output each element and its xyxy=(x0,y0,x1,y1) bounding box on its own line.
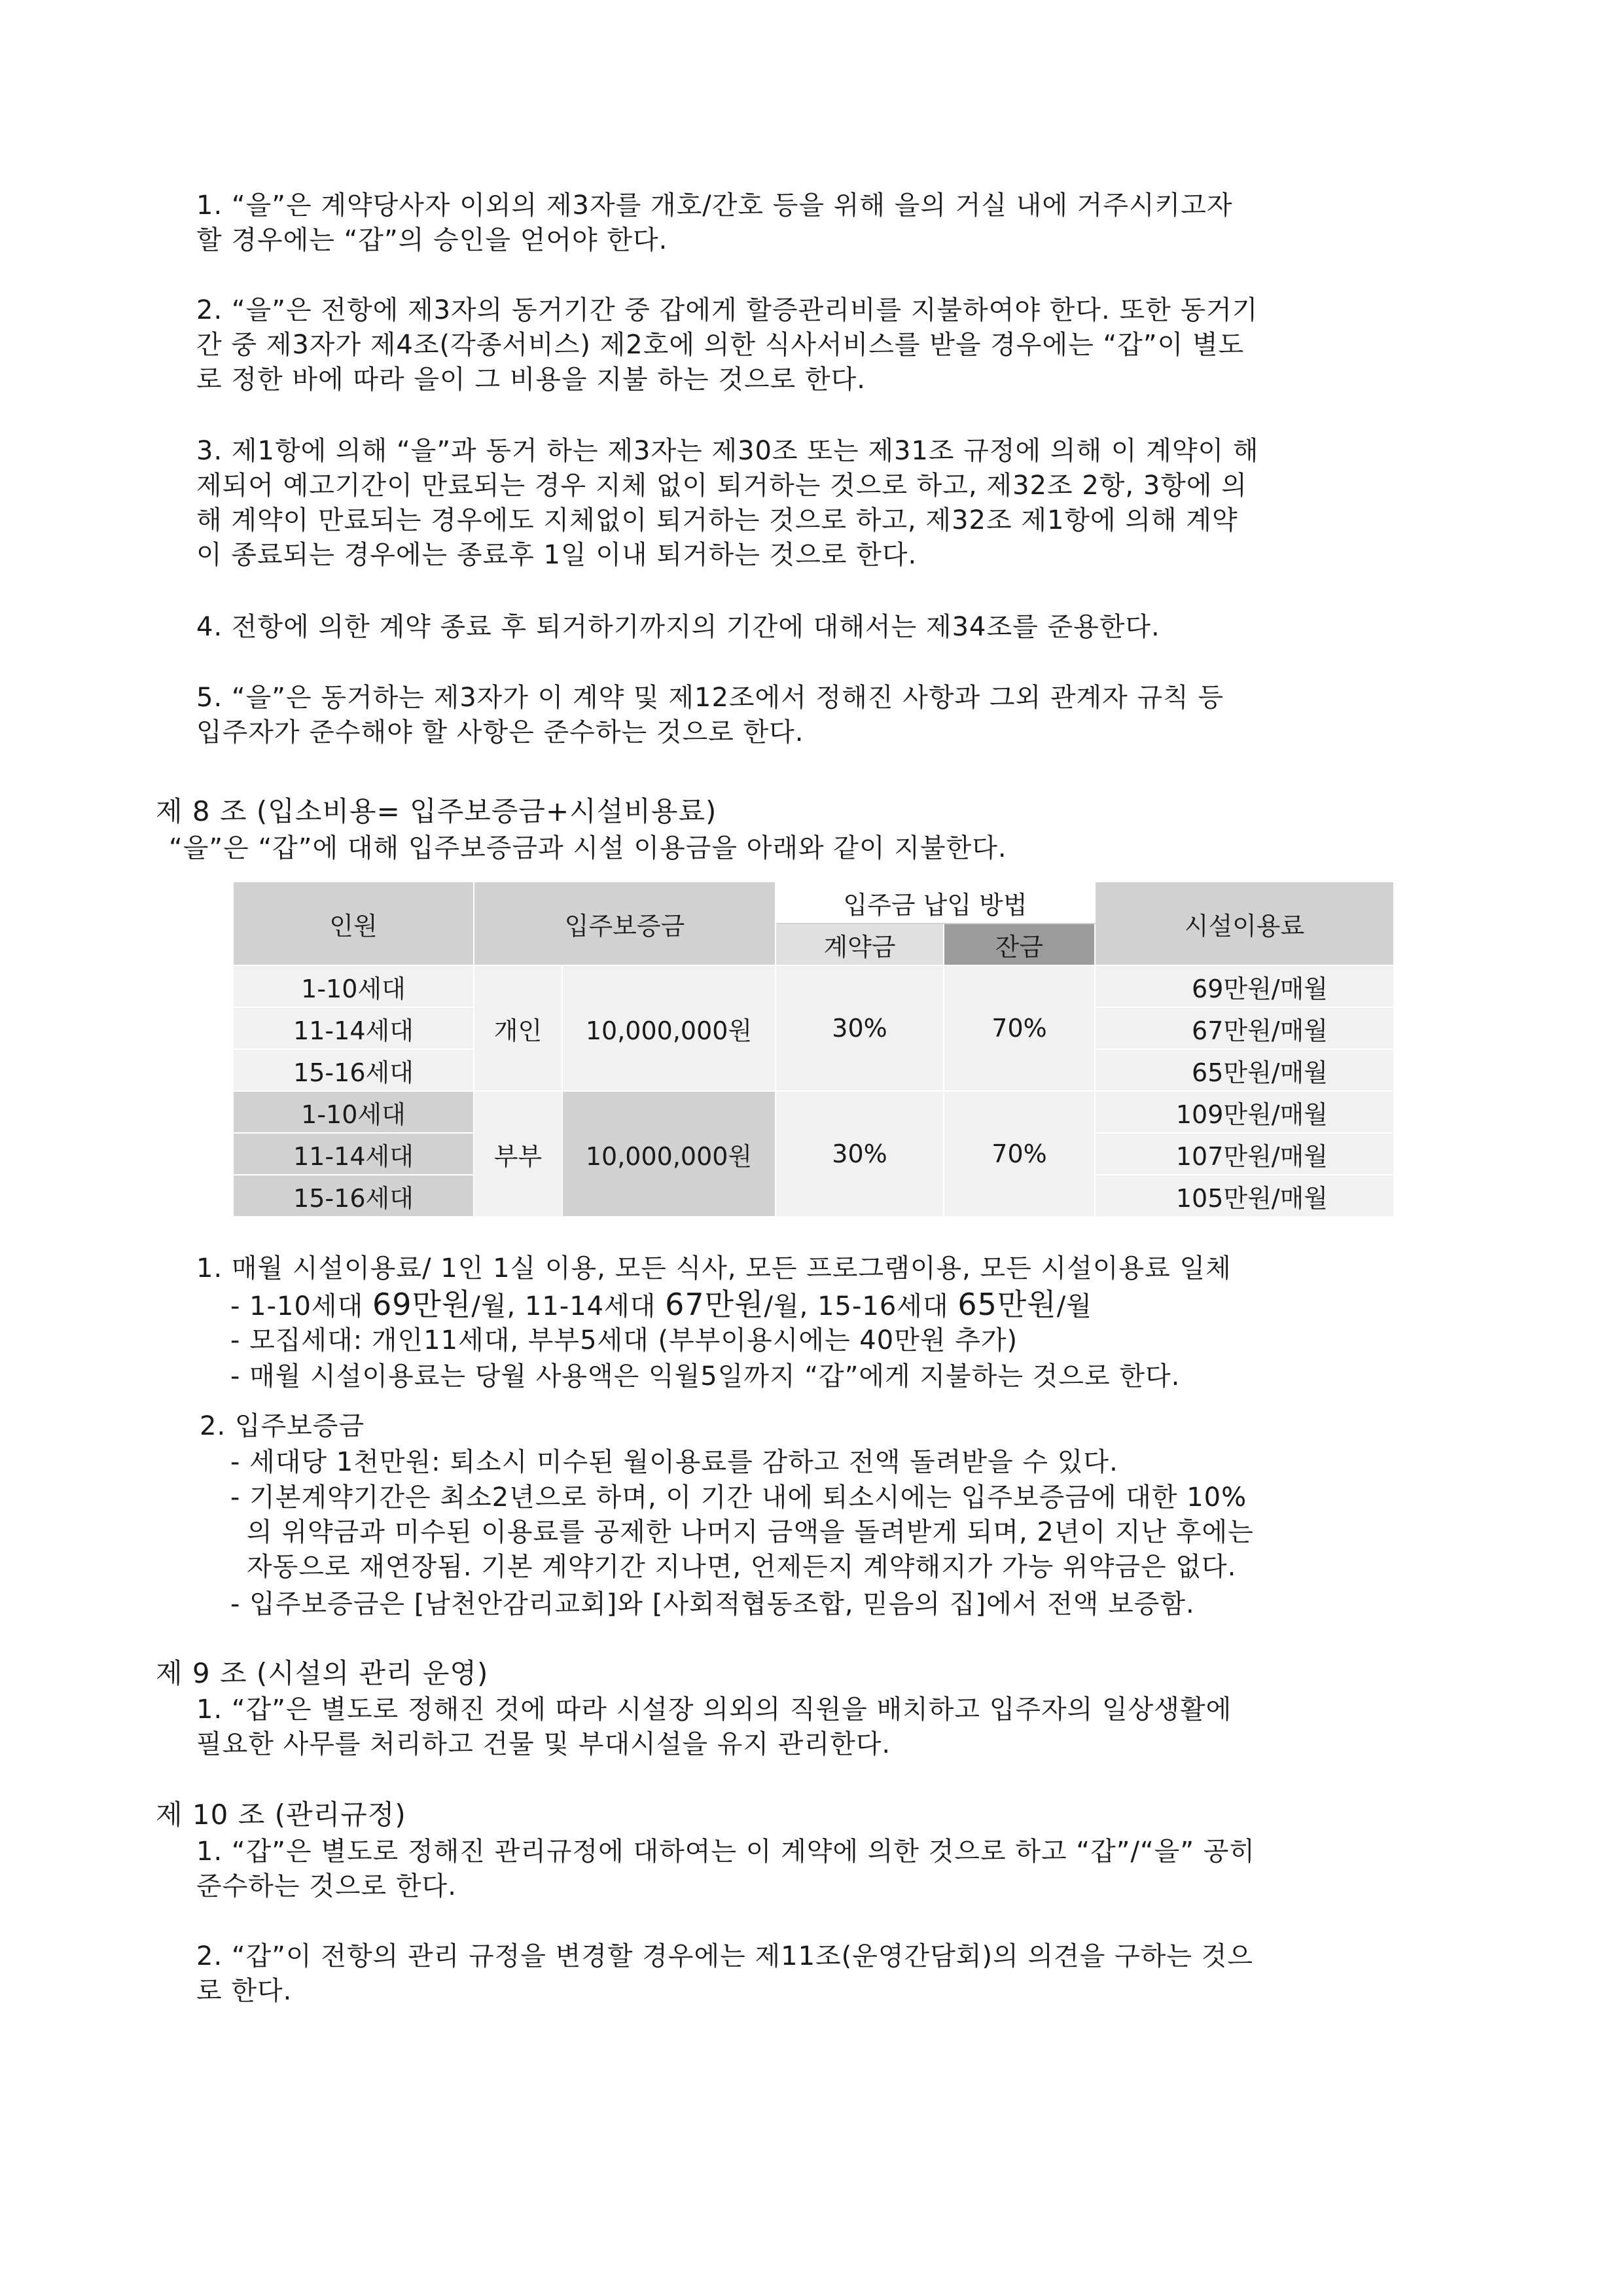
rate-amount: 65만원 xyxy=(957,1287,1057,1322)
cell-type: 부부 xyxy=(474,1091,562,1217)
cell-contract-pct: 30% xyxy=(776,1091,944,1217)
text-line: 5. “을”은 동거하는 제3자가 이 계약 및 제12조에서 정해진 사항과 그외 관계자 규칙 등 xyxy=(196,683,1224,713)
cell-fee: 67만원/매월 xyxy=(1095,1007,1394,1049)
text-line: 1. “갑”은 별도로 정해진 것에 따라 시설장 의외의 직원을 배치하고 입주자의 일상생활에 xyxy=(196,1695,1232,1725)
cell-members: 15-16세대 xyxy=(233,1175,474,1217)
header-balance: 잔금 xyxy=(944,924,1095,965)
article10-item-2 xyxy=(196,1939,1479,2009)
text-line: 필요한 사무를 처리하고 건물 및 부대시설을 유지 관리한다. xyxy=(196,1729,891,1759)
cell-fee: 69만원/매월 xyxy=(1095,965,1394,1007)
text-line: - 기본계약기간은 최소2년으로 하며, 이 기간 내에 퇴소시에는 입주보증금에 대한 10% xyxy=(230,1482,1247,1513)
text-line: 의 위약금과 미수된 이용료를 공제한 나머지 금액을 돌려받게 되며, 2년이 지난 후에는 xyxy=(247,1517,1254,1547)
text-line: 3. 제1항에 의해 “을”과 동거 하는 제3자는 제30조 또는 제31조 규정에 의해 이 계약이 해 xyxy=(196,436,1259,466)
note1-recruit: - 모집세대: 개인11세대, 부부5세대 (부부이용시에는 40만원 추가) xyxy=(230,1325,1018,1355)
table-row xyxy=(233,965,1394,1007)
note1-rates xyxy=(230,1287,1092,1324)
note2-line2 xyxy=(230,1480,1480,1585)
note2-line1: - 세대당 1천만원: 퇴소시 미수된 월이용료를 감하고 전액 돌려받을 수 있다. xyxy=(230,1447,1118,1477)
cell-balance-pct: 70% xyxy=(944,965,1095,1091)
note2-title: 2. 입주보증금 xyxy=(200,1411,365,1441)
header-members: 인원 xyxy=(233,882,474,965)
text-line: 할 경우에는 “갑”의 승인을 얻어야 한다. xyxy=(196,225,668,255)
table-row xyxy=(233,1091,1394,1133)
text-line: 이 종료되는 경우에는 종료후 1일 이내 퇴거하는 것으로 한다. xyxy=(196,540,918,570)
fee-table xyxy=(232,881,1395,1217)
cell-members: 15-16세대 xyxy=(233,1049,474,1091)
cell-deposit: 10,000,000원 xyxy=(562,965,776,1091)
text-line: 로 한다. xyxy=(196,1976,293,2006)
text-line: 4. 전항에 의한 계약 종료 후 퇴거하기까지의 기간에 대해서는 제34조를 준용한다. xyxy=(196,612,1160,642)
article7-item-1 xyxy=(196,188,1479,258)
header-payment-method: 입주금 납입 방법 xyxy=(776,882,1095,924)
header-facility-fee: 시설이용료 xyxy=(1095,882,1394,965)
cell-balance-pct: 70% xyxy=(944,1091,1095,1217)
article9-item-1 xyxy=(196,1693,1479,1762)
rate-text: /월 xyxy=(1056,1291,1092,1321)
cell-fee: 107만원/매월 xyxy=(1095,1133,1394,1175)
text-line: 로 정한 바에 따라 을이 그 비용을 지불 하는 것으로 한다. xyxy=(196,365,866,395)
article8-lead: “을”은 “갑”에 대해 입주보증금과 시설 이용금을 아래와 같이 지불한다. xyxy=(169,833,1007,863)
text-line: 2. “갑”이 전항의 관리 규정을 변경할 경우에는 제11조(운영간담회)의 의견을 구하는 것으 xyxy=(196,1941,1253,1971)
cell-deposit: 10,000,000원 xyxy=(562,1091,776,1217)
article8-heading: 제 8 조 (입소비용= 입주보증금+시설비용료) xyxy=(156,795,717,827)
text-line: 제되어 예고기간이 만료되는 경우 지체 없이 퇴거하는 것으로 하고, 제32조 2항, 3항에 의 xyxy=(196,471,1247,501)
article7-item-5 xyxy=(196,681,1479,750)
rate-text: /월, 15-16세대 xyxy=(764,1291,958,1321)
article10-item-1 xyxy=(196,1835,1479,1904)
header-contract-fee: 계약금 xyxy=(776,924,944,965)
cell-members: 11-14세대 xyxy=(233,1007,474,1049)
note1-title: 1. 매월 시설이용료/ 1인 1실 이용, 모든 식사, 모든 프로그램이용, 모든 시설이용료 일체 xyxy=(196,1253,1232,1283)
cell-members: 1-10세대 xyxy=(233,1091,474,1133)
header-deposit: 입주보증금 xyxy=(474,882,776,965)
cell-type: 개인 xyxy=(474,965,562,1091)
article7-item-4 xyxy=(196,610,1479,645)
text-line: 해 계약이 만료되는 경우에도 지체없이 퇴거하는 것으로 하고, 제32조 제1항에 의해 계약 xyxy=(196,505,1238,535)
text-line: 2. “을”은 전항에 제3자의 동거기간 중 갑에게 할증관리비를 지불하여야 한다. 또한 동거기 xyxy=(196,295,1258,325)
text-line: 1. “갑”은 별도로 정해진 관리규정에 대하여는 이 계약에 의한 것으로 하고 “갑”/“을” 공히 xyxy=(196,1837,1256,1867)
cell-fee: 109만원/매월 xyxy=(1095,1091,1394,1133)
note1-payment: - 매월 시설이용료는 당월 사용액은 익월5일까지 “갑”에게 지불하는 것으로 한다. xyxy=(230,1361,1181,1391)
note2-line3: - 입주보증금은 [남천안감리교회]와 [사회적협동조합, 믿음의 집]에서 전액 보증함. xyxy=(230,1589,1195,1619)
article10-heading: 제 10 조 (관리규정) xyxy=(156,1799,406,1831)
cell-contract-pct: 30% xyxy=(776,965,944,1091)
cell-members: 11-14세대 xyxy=(233,1133,474,1175)
article7-item-2 xyxy=(196,293,1479,397)
rate-amount: 69만원 xyxy=(372,1287,472,1322)
rate-amount: 67만원 xyxy=(665,1287,764,1322)
article9-heading: 제 9 조 (시설의 관리 운영) xyxy=(156,1657,489,1689)
rate-text: - 1-10세대 xyxy=(230,1291,372,1321)
text-line: 1. “을”은 계약당사자 이외의 제3자를 개호/간호 등을 위해 을의 거실 내에 거주시키고자 xyxy=(196,190,1233,221)
article7-item-3 xyxy=(196,434,1479,573)
text-line: 준수하는 것으로 한다. xyxy=(196,1871,457,1901)
text-line: 입주자가 준수해야 할 사항은 준수하는 것으로 한다. xyxy=(196,717,804,747)
rate-text: /월, 11-14세대 xyxy=(471,1291,666,1321)
cell-fee: 105만원/매월 xyxy=(1095,1175,1394,1217)
cell-fee: 65만원/매월 xyxy=(1095,1049,1394,1091)
text-line: 자동으로 재연장됨. 기본 계약기간 지나면, 언제든지 계약해지가 가능 위약금은 없다. xyxy=(247,1552,1237,1582)
text-line: 간 중 제3자가 제4조(각종서비스) 제2호에 의한 식사서비스를 받을 경우에는 “갑”이 별도 xyxy=(196,330,1245,360)
cell-members: 1-10세대 xyxy=(233,965,474,1007)
